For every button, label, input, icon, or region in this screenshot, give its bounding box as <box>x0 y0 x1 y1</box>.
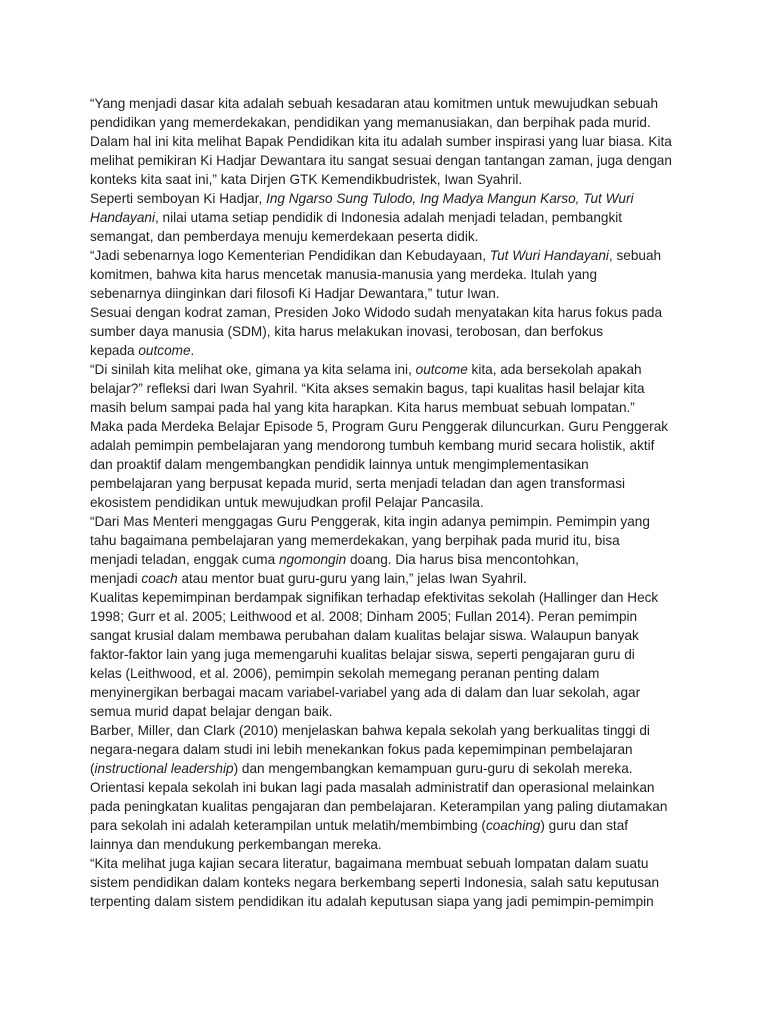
italic-text: coach <box>141 571 178 586</box>
text-line <box>90 683 690 702</box>
text-line <box>90 227 690 246</box>
text-segment: sistem pendidikan dalam konteks negara berkembang seperti Indonesia, salah satu keputusan <box>90 875 660 890</box>
text-segment: dan proaktif dalam mengembangkan pendidik lainnya untuk mengimplementasikan <box>90 457 589 472</box>
text-line <box>90 284 690 303</box>
text-segment: Maka pada Merdeka Belajar Episode 5, Program Guru Penggerak diluncurkan. Guru Penggerak <box>90 419 669 434</box>
text-line <box>90 854 690 873</box>
text-line <box>90 474 690 493</box>
italic-text: ngomongin <box>278 552 347 567</box>
text-line <box>90 664 690 683</box>
text-line <box>90 151 690 170</box>
text-line <box>90 455 690 474</box>
text-segment: sebenarnya diinginkan dari filosofi Ki Hadjar Dewantara,” tutur Iwan. <box>90 286 500 301</box>
italic-text: outcome <box>415 362 468 377</box>
text-segment: menyinergikan berbagai macam variabel-variabel yang ada di dalam dan luar sekolah, agar <box>90 685 641 700</box>
text-line <box>90 512 690 531</box>
text-line <box>90 835 690 854</box>
text-segment: para sekolah ini adalah keterampilan untuk melatih/membimbing ( <box>90 818 486 833</box>
text-line <box>90 645 690 664</box>
text-line <box>90 607 690 626</box>
text-line <box>90 626 690 645</box>
text-segment: sangat krusial dalam membawa perubahan dalam kualitas belajar siswa. Walaupun banyak <box>90 628 639 643</box>
text-line <box>90 132 690 151</box>
text-line <box>90 759 690 778</box>
text-line <box>90 721 690 740</box>
text-segment: ekosistem pendidikan untuk mewujudkan profil Pelajar Pancasila. <box>90 495 484 510</box>
text-line <box>90 436 690 455</box>
text-segment: Barber, Miller, dan Clark (2010) menjelaskan bahwa kepala sekolah yang berkualitas tinggi di <box>90 723 650 738</box>
text-segment: Sesuai dengan kodrat zaman, Presiden Joko Widodo sudah menyatakan kita harus fokus pada <box>90 305 663 320</box>
text-line <box>90 417 690 436</box>
text-line <box>90 892 690 911</box>
document-body <box>90 94 690 911</box>
text-segment: Kualitas kepemimpinan berdampak signifikan terhadap efektivitas sekolah (Hallinger dan Heck <box>90 590 659 605</box>
text-line <box>90 379 690 398</box>
text-segment: “Di sinilah kita melihat oke, gimana ya kita selama ini, <box>90 362 416 377</box>
text-segment: , nilai utama setiap pendidik di Indonesia adalah menjadi teladan, pembangkit <box>155 210 623 225</box>
text-line <box>90 94 690 113</box>
italic-text: instructional leadership <box>94 761 234 776</box>
italic-text: Ing Ngarso Sung Tulodo, Ing Madya Mangun Karso, Tut Wuri <box>266 191 634 206</box>
text-segment: Seperti semboyan Ki Hadjar, <box>90 191 267 206</box>
text-segment: melihat pemikiran Ki Hadjar Dewantara itu sangat sesuai dengan tantangan zaman, juga dengan <box>90 153 672 168</box>
text-segment: adalah pemimpin pembelajaran yang mendorong tumbuh kembang murid secara holistik, aktif <box>90 438 655 453</box>
text-line <box>90 303 690 322</box>
text-segment: Dalam hal ini kita melihat Bapak Pendidikan kita itu adalah sumber inspirasi yang luar biasa. Kita <box>90 134 672 149</box>
text-line <box>90 398 690 417</box>
text-segment: lainnya dan mendukung perkembangan mereka. <box>90 837 382 852</box>
text-line <box>90 360 690 379</box>
text-line <box>90 588 690 607</box>
text-segment: pembelajaran yang berpusat kepada murid, serta menjadi teladan dan agen transformasi <box>90 476 626 491</box>
text-segment: kepada <box>90 343 139 358</box>
text-line <box>90 550 690 569</box>
text-segment: ) guru dan staf <box>540 818 629 833</box>
text-line <box>90 322 690 341</box>
text-segment: semangat, dan pemberdaya menuju kemerdekaan peserta didik. <box>90 229 479 244</box>
text-segment: ( <box>90 761 95 776</box>
text-segment: “Yang menjadi dasar kita adalah sebuah kesadaran atau komitmen untuk mewujudkan sebuah <box>90 96 659 111</box>
text-segment: 1998; Gurr et al. 2005; Leithwood et al. 2008; Dinham 2005; Fullan 2014). Peran pemimpin <box>90 609 638 624</box>
text-line <box>90 113 690 132</box>
text-segment: semua murid dapat belajar dengan baik. <box>90 704 333 719</box>
text-segment: tahu bagaimana pembelajaran yang memerdekakan, yang berpihak pada murid itu, bisa <box>90 533 620 548</box>
text-segment: komitmen, bahwa kita harus mencetak manusia-manusia yang merdeka. Itulah yang <box>90 267 598 282</box>
text-segment: kita, ada bersekolah apakah <box>467 362 642 377</box>
text-segment: atau mentor buat guru-guru yang lain,” jelas Iwan Syahril. <box>177 571 527 586</box>
text-segment: pendidikan yang memerdekakan, pendidikan yang memanusiakan, dan berpihak pada murid. <box>90 115 651 130</box>
text-line <box>90 246 690 265</box>
text-segment: Orientasi kepala sekolah ini bukan lagi pada masalah administratif dan operasional melainkan <box>90 780 655 795</box>
text-segment: konteks kita saat ini,” kata Dirjen GTK Kemendikbudristek, Iwan Syahril. <box>90 172 523 187</box>
text-segment: terpenting dalam sistem pendidikan itu adalah keputusan siapa yang jadi pemimpin-pemimpin <box>90 894 654 909</box>
text-segment: negara-negara dalam studi ini lebih menekankan fokus pada kepemimpinan pembelajaran <box>90 742 633 757</box>
text-segment: menjadi <box>90 571 142 586</box>
text-line <box>90 189 690 208</box>
text-line <box>90 341 690 360</box>
text-line <box>90 816 690 835</box>
italic-text: coaching <box>485 818 541 833</box>
italic-text: Tut Wuri Handayani <box>489 248 609 263</box>
text-segment: “Kita melihat juga kajian secara literatur, bagaimana membuat sebuah lompatan dalam suatu <box>90 856 649 871</box>
text-segment: doang. Dia harus bisa mencontohkan, <box>346 552 579 567</box>
text-segment: . <box>190 343 195 358</box>
italic-text: Handayani <box>90 210 155 225</box>
text-line <box>90 702 690 721</box>
italic-text: outcome <box>138 343 191 358</box>
text-segment: faktor-faktor lain yang juga memengaruhi kualitas belajar siswa, seperti pengajaran guru di <box>90 647 635 662</box>
text-segment: “Jadi sebenarnya logo Kementerian Pendidikan dan Kebudayaan, <box>90 248 490 263</box>
text-segment: pada peningkatan kualitas pengajaran dan pembelajaran. Keterampilan yang paling diutamakan <box>90 799 668 814</box>
text-segment: ) dan mengembangkan kemampuan guru-guru di sekolah mereka. <box>233 761 633 776</box>
text-segment: “Dari Mas Menteri menggagas Guru Penggerak, kita ingin adanya pemimpin. Pemimpin yang <box>90 514 650 529</box>
text-segment: belajar?” refleksi dari Iwan Syahril. “Kita akses semakin bagus, tapi kualitas hasil belajar kita <box>90 381 645 396</box>
text-line <box>90 208 690 227</box>
text-segment: sumber daya manusia (SDM), kita harus melakukan inovasi, terobosan, dan berfokus <box>90 324 604 339</box>
text-line <box>90 569 690 588</box>
text-line <box>90 170 690 189</box>
text-line <box>90 493 690 512</box>
text-segment: , sebuah <box>608 248 662 263</box>
text-line <box>90 873 690 892</box>
text-line <box>90 797 690 816</box>
text-line <box>90 531 690 550</box>
text-segment: masih belum sampai pada hal yang kita harapkan. Kita harus membuat sebuah lompatan.” <box>90 400 635 415</box>
text-segment: kelas (Leithwood, et al. 2006), pemimpin sekolah memegang peranan penting dalam <box>90 666 600 681</box>
text-segment: menjadi teladan, enggak cuma <box>90 552 279 567</box>
text-line <box>90 265 690 284</box>
text-line <box>90 740 690 759</box>
text-line <box>90 778 690 797</box>
